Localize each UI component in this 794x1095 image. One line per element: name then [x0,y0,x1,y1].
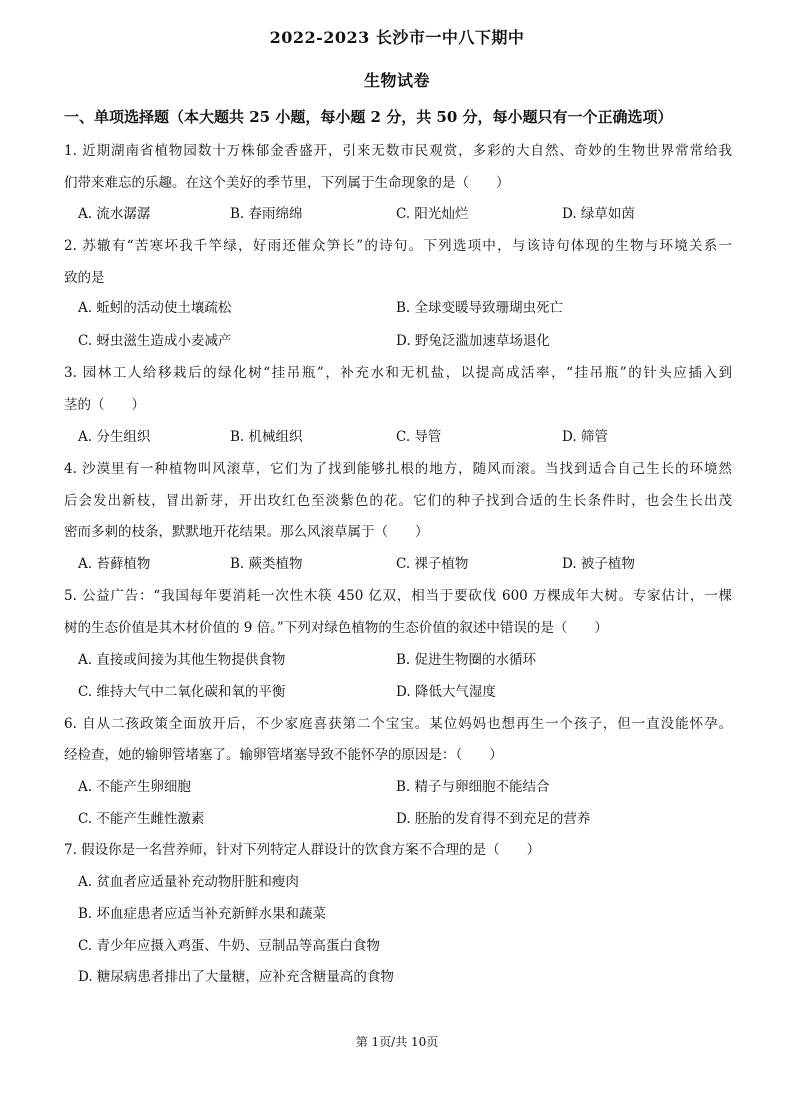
option-c: C. 裸子植物 [396,556,469,572]
option-c: C. 阳光灿烂 [396,206,469,222]
option-b: B. 促进生物圈的水循环 [396,652,537,668]
option-c: C. 导管 [396,429,442,445]
exam-title: 2022-2023 长沙市一中八下期中 [269,28,525,47]
option-a: A. 不能产生卵细胞 [78,779,191,795]
option-a: A. 苔藓植物 [78,556,151,572]
option-b: B. 春雨绵绵 [230,206,303,222]
option-b: B. 全球变暖导致珊瑚虫死亡 [396,300,564,316]
option-b: B. 机械组织 [230,429,303,445]
option-b: B. 蕨类植物 [230,556,303,572]
option-d: D. 筛管 [562,429,608,445]
option-c: C. 维持大气中二氧化碳和氧的平衡 [78,684,286,700]
option-a: A. 直接或间接为其他生物提供食物 [78,652,286,668]
option-c: C. 蚜虫滋生造成小麦减产 [78,333,232,349]
question-text: 树的生态价值是其木材价值的 9 倍。”下列对绿色植物的生态价值的叙述中错误的是（ ） [64,620,608,636]
question-text: 们带来难忘的乐趣。在这个美好的季节里，下列属于生命现象的是（ ） [64,175,510,191]
section-heading: 一、单项选择题（本大题共 25 小题，每小题 2 分，共 50 分，每小题只有一个正确选项） [64,108,673,126]
option-a: A. 贫血者应适量补充动物肝脏和瘦肉 [78,874,299,890]
question-text: 6. 自从二孩政策全面放开后，不少家庭喜获第二个宝宝。某位妈妈也想再生一个孩子，但一直没能怀孕。 [64,716,732,732]
question-text: 茎的（ ） [64,397,145,413]
page-footer: 第 1页/共 10页 [355,1035,439,1049]
option-d: D. 胚胎的发育得不到充足的营养 [396,811,591,827]
question-text: 5. 公益广告：“我国每年要消耗一次性木筷 450 亿双，相当于要砍伐 600 万棵成年大树。专家估计，一棵 [64,588,732,604]
option-b: B. 坏血症患者应适当补充新鲜水果和蔬菜 [78,906,327,922]
option-d: D. 被子植物 [562,556,635,572]
option-d: D. 野兔泛滥加速草场退化 [396,333,550,349]
exam-subtitle: 生物试卷 [363,71,430,90]
question-text: 2. 苏辙有“苦寒坏我千竿绿，好雨还催众笋长”的诗句。下列选项中，与该诗句体现的生物与环境关系一 [64,238,732,254]
question-text: 3. 园林工人给移栽后的绿化树“挂吊瓶”，补充水和无机盐，以提高成活率，“挂吊瓶”的针头应插入到 [64,365,732,381]
option-d: D. 糖尿病患者排出了大量糖，应补充含糖量高的食物 [78,969,394,985]
option-c: C. 不能产生雌性激素 [78,811,205,827]
question-text: 1. 近期湖南省植物园数十万株郁金香盛开，引来无数市民观赏，多彩的大自然、奇妙的生物世界常常给我 [64,143,732,159]
option-b: B. 精子与卵细胞不能结合 [396,779,550,795]
question-text: 经检查，她的输卵管堵塞了。输卵管堵塞导致不能怀孕的原因是：（ ） [64,747,503,763]
option-a: A. 分生组织 [78,429,151,445]
option-d: D. 绿草如茵 [562,206,635,222]
question-text: 后会发出新枝，冒出新芽，开出玫红色至淡紫色的花。它们的种子找到合适的生长条件时，也会生长出茂 [64,493,732,509]
option-c: C. 青少年应摄入鸡蛋、牛奶、豆制品等高蛋白食物 [78,938,380,954]
question-text: 4. 沙漠里有一种植物叫风滚草，它们为了找到能够扎根的地方，随风而滚。当找到适合自己生长的环境然 [64,461,732,477]
question-text: 致的是 [64,270,105,286]
question-text: 7. 假设你是一名营养师，针对下列特定人群设计的饮食方案不合理的是（ ） [64,842,541,858]
question-text: 密而多刺的枝条，默默地开花结果。那么风滚草属于（ ） [64,524,429,540]
option-d: D. 降低大气湿度 [396,684,496,700]
option-a: A. 流水潺潺 [78,206,151,222]
option-a: A. 蚯蚓的活动使土壤疏松 [78,300,232,316]
